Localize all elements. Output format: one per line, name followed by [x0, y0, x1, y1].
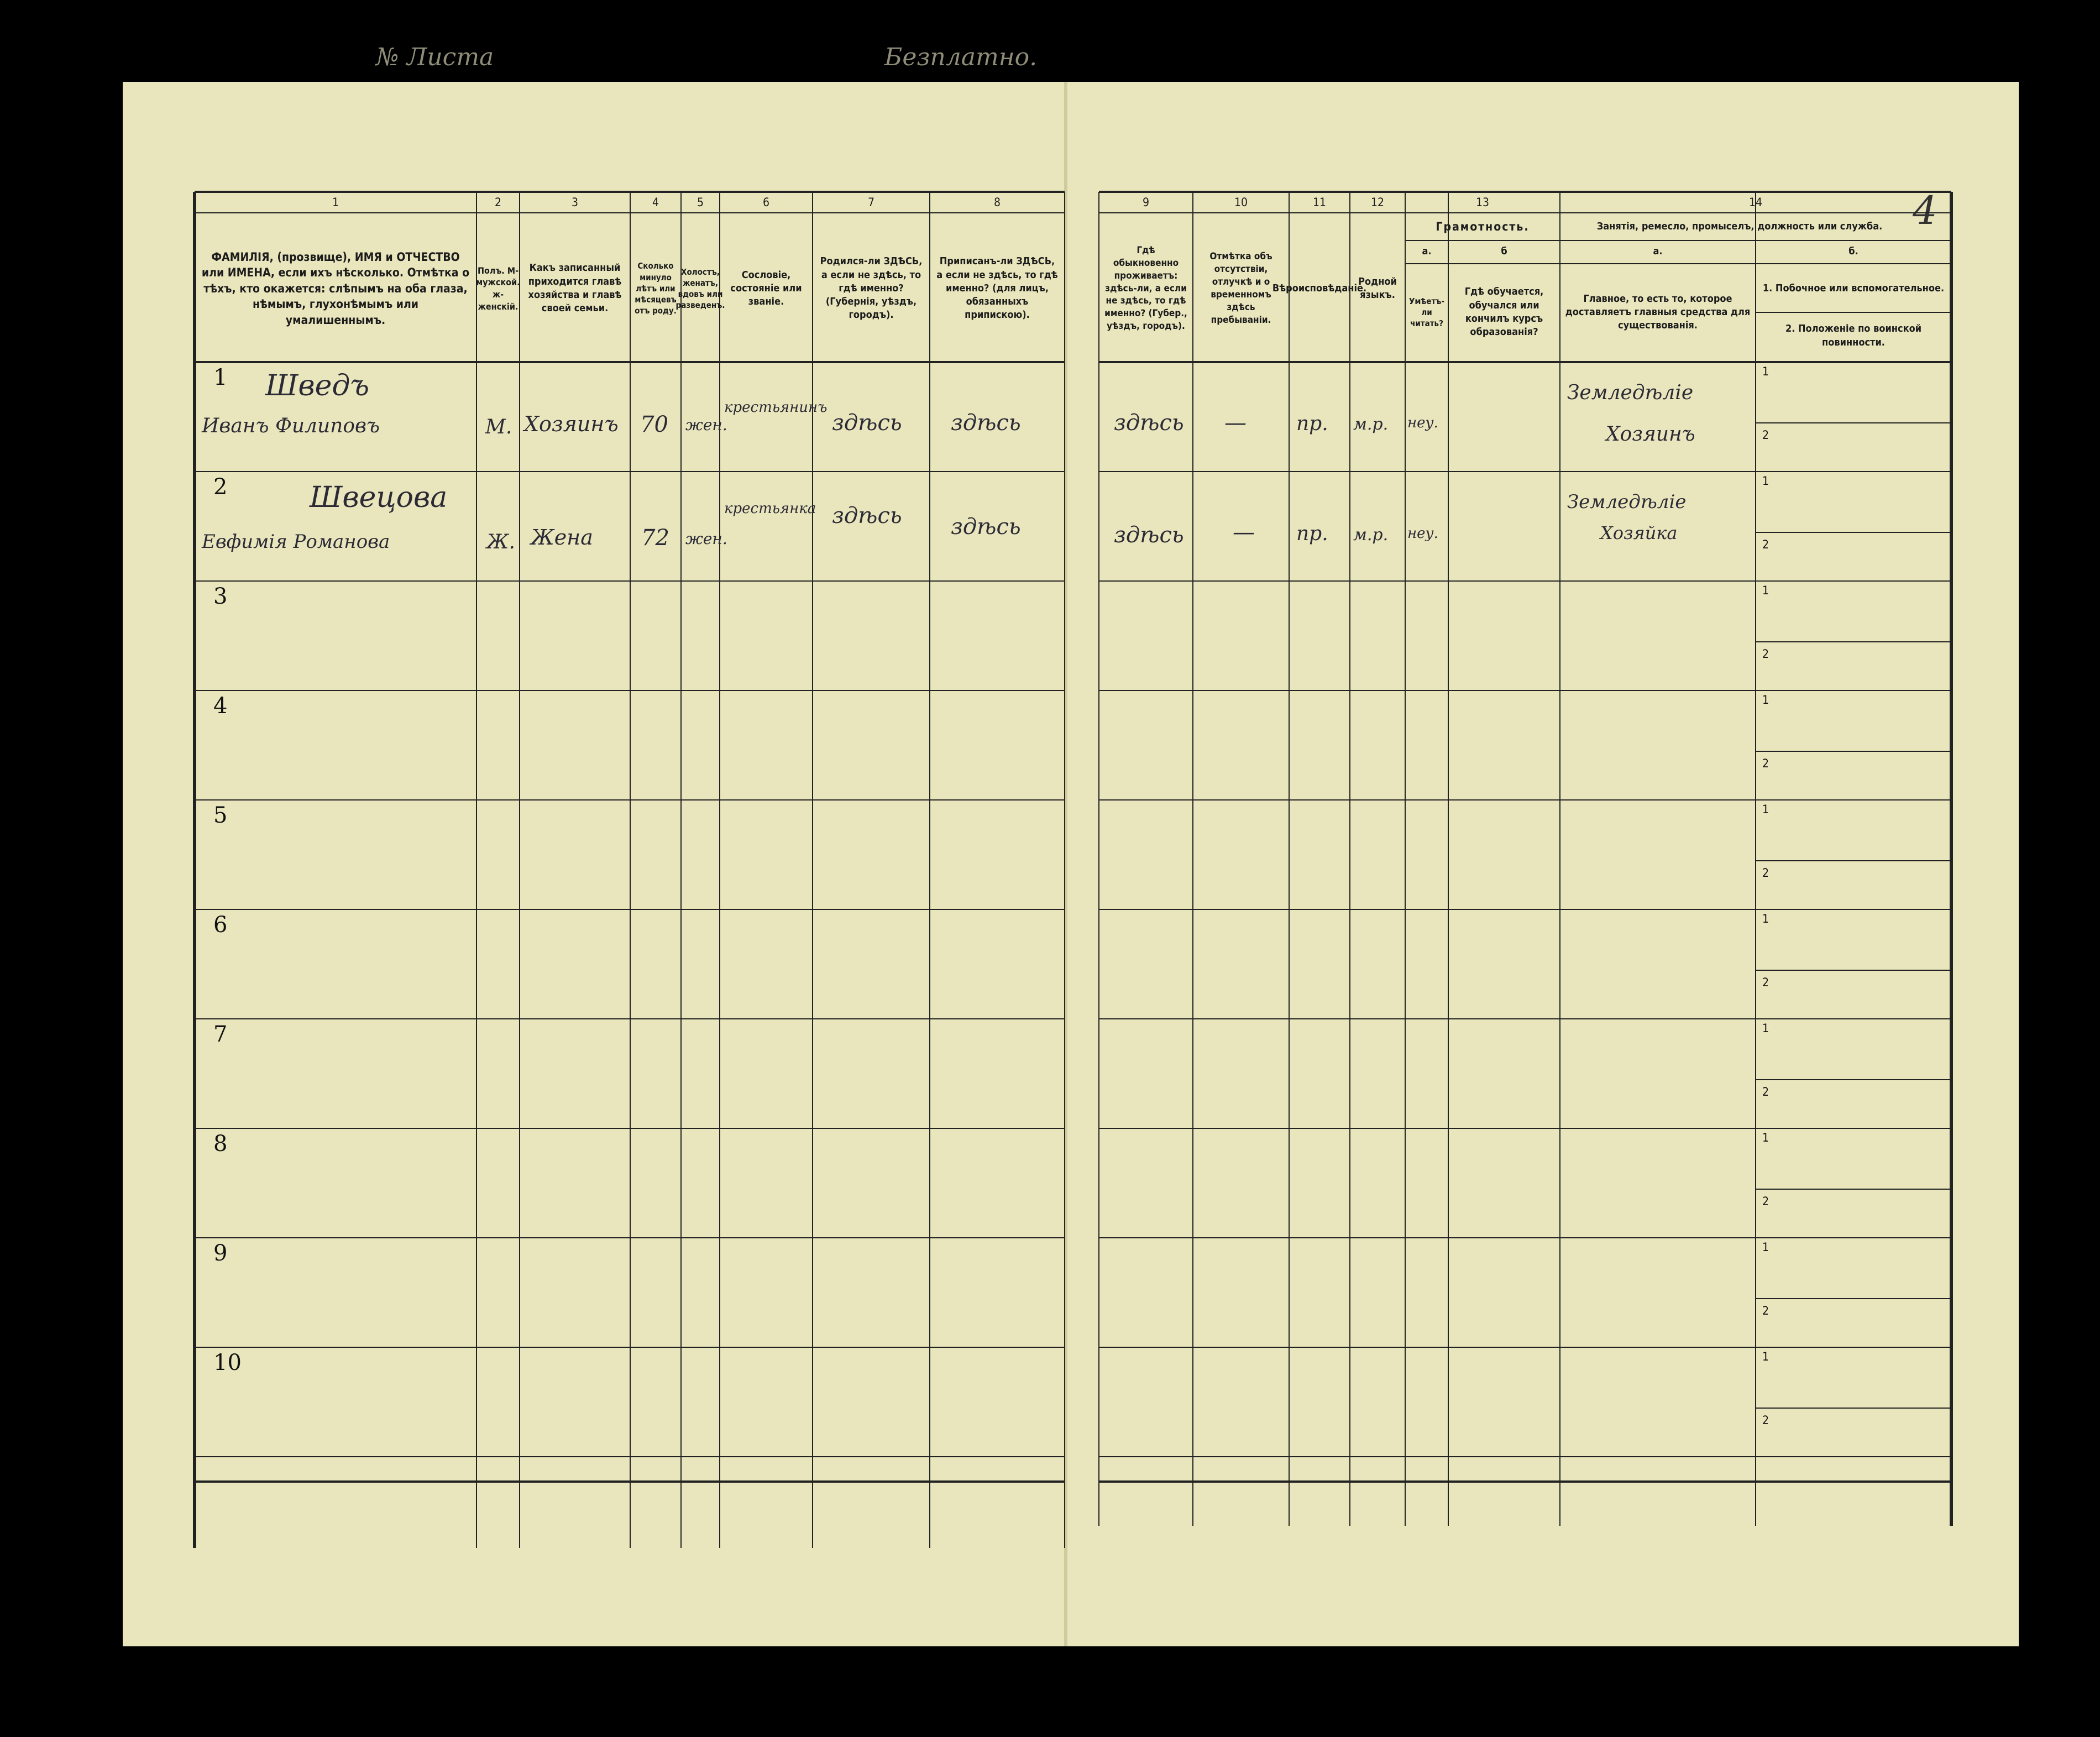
col-14b-letter: б.: [1848, 245, 1858, 257]
row-number-8: 8: [213, 1131, 228, 1157]
entry-1-given: Иванъ Филиповъ: [202, 415, 380, 437]
row-number-4: 4: [213, 693, 228, 719]
entry-2-given: Евфимія Романова: [202, 531, 390, 553]
col-num-13: 13: [1475, 195, 1490, 209]
col-header-13a: Умѣетъ-ли читать?: [1408, 296, 1445, 329]
row-1-sub-1: 1: [1762, 365, 1769, 378]
col-header-14b-1: 1. Побочное или вспомогательное.: [1762, 282, 1945, 295]
entry-1-age: 70: [640, 412, 668, 437]
col-num-8: 8: [993, 195, 1001, 209]
col-header-4: Сколько минуло лѣтъ или мѣсяцевъ отъ роду.: [635, 261, 677, 316]
col-header-5: Холостъ, женатъ, вдовъ или разведенъ.: [675, 266, 725, 311]
entry-1-resides: здѣсь: [1114, 410, 1184, 436]
col-header-8: Приписанъ-ли ЗДѢСЬ, а если не здѣсь, то гдѣ именно? (для лицъ, обязанныхъ припискою).: [936, 255, 1058, 321]
row-8-sub-1: 1: [1762, 1131, 1769, 1144]
col-header-11: Вѣроисповѣданіе.: [1272, 282, 1367, 294]
entry-2-occupation-2: Хозяйка: [1600, 522, 1678, 543]
col-14a-letter: а.: [1653, 245, 1663, 257]
page-mark: 4: [1913, 188, 1937, 233]
entry-1-literacy: неу.: [1407, 415, 1438, 431]
entry-1-sex: М.: [485, 416, 512, 438]
row-10-sub-2: 2: [1762, 1414, 1769, 1427]
entry-1-registered: здѣсь: [951, 410, 1021, 436]
row-9-sub-2: 2: [1762, 1304, 1769, 1317]
row-7-sub-2: 2: [1762, 1085, 1769, 1098]
entry-2-literacy: неу.: [1407, 525, 1438, 542]
entry-2-surname: Швецова: [310, 481, 448, 514]
col-header-14a: Главное, то есть то, которое доставляетъ главныя средства для существованія.: [1565, 292, 1751, 332]
row-number-6: 6: [213, 912, 228, 938]
row-number-2: 2: [213, 474, 228, 500]
entry-1-relation: Хозяинъ: [524, 412, 619, 436]
col-13a-letter: а.: [1422, 245, 1432, 257]
row-6-sub-2: 2: [1762, 976, 1769, 989]
row-9-sub-1: 1: [1762, 1241, 1769, 1254]
col-header-1: ФАМИЛІЯ, (прозвище), ИМЯ и ОТЧЕСТВО или ИМЕНА, если ихъ нѣсколько. Отмѣтка о тѣхъ, кто окажется: слѣпымъ на оба глаза, нѣмымъ, глухонѣмымъ или умалишеннымъ.: [201, 250, 470, 327]
col-header-14b-2: 2. Положеніе по воинской повинности.: [1785, 323, 1922, 348]
row-2-sub-1: 1: [1762, 474, 1769, 488]
col-header-3: Какъ записанный приходится главѣ хозяйства и главѣ своей семьи.: [528, 262, 622, 315]
entry-1-born: здѣсь: [832, 410, 902, 436]
row-6-sub-1: 1: [1762, 912, 1769, 925]
sheet-number-label: № Листа: [376, 43, 494, 71]
col-header-9: Гдѣ обыкновенно проживаетъ: здѣсь-ли, а если не здѣсь, то гдѣ именно? (Губер., уѣздъ, городъ).: [1104, 244, 1187, 332]
entry-2-resides: здѣсь: [1114, 522, 1184, 548]
col-header-6: Сословіе, состояніе или званіе.: [730, 269, 802, 308]
col-num-7: 7: [867, 195, 875, 209]
entry-2-sex: Ж.: [486, 531, 515, 553]
row-number-10: 10: [213, 1350, 242, 1375]
col-header-14: Занятія, ремесло, промыселъ, должность или служба.: [1596, 220, 1883, 232]
entry-2-language: м.р.: [1353, 525, 1389, 545]
row-3-sub-1: 1: [1762, 584, 1769, 597]
row-number-7: 7: [213, 1022, 228, 1047]
entry-1-occupation: Земледѣліе: [1567, 381, 1694, 404]
col-header-13b: Гдѣ обучается, обучался или кончилъ курсъ образованія?: [1464, 286, 1544, 338]
row-4-sub-2: 2: [1762, 757, 1769, 770]
row-3-sub-2: 2: [1762, 647, 1769, 661]
row-number-3: 3: [213, 584, 228, 609]
col-num-12: 12: [1370, 195, 1385, 209]
col-num-14: 14: [1748, 195, 1763, 209]
row-7-sub-1: 1: [1762, 1022, 1769, 1035]
row-number-1: 1: [213, 365, 228, 390]
col-num-3: 3: [571, 195, 579, 209]
col-num-4: 4: [652, 195, 659, 209]
entry-1-religion: пр.: [1296, 412, 1328, 435]
col-num-2: 2: [494, 195, 502, 209]
col-num-6: 6: [762, 195, 770, 209]
entry-2-religion: пр.: [1296, 522, 1328, 545]
entry-2-marital: жен.: [685, 530, 727, 548]
row-8-sub-2: 2: [1762, 1195, 1769, 1208]
row-5-sub-2: 2: [1762, 866, 1769, 880]
col-header-12: Родной языкъ.: [1358, 275, 1397, 301]
entry-2-age: 72: [641, 525, 669, 551]
entry-1-language: м.р.: [1353, 415, 1389, 434]
row-number-5: 5: [213, 803, 228, 828]
entry-2-born: здѣсь: [832, 503, 902, 529]
entry-1-occupation-2: Хозяинъ: [1606, 423, 1695, 446]
col-header-7: Родился-ли ЗДѢСЬ, а если не здѣсь, то гдѣ именно? (Губернія, уѣздъ, городъ).: [820, 255, 923, 321]
entry-1-absence: —: [1224, 410, 1247, 436]
entry-1-surname: Шведъ: [265, 369, 369, 402]
col-num-9: 9: [1142, 195, 1150, 209]
row-4-sub-1: 1: [1762, 693, 1769, 707]
row-number-9: 9: [213, 1241, 228, 1266]
entry-2-occupation: Земледѣліе: [1567, 491, 1687, 513]
col-num-10: 10: [1234, 195, 1248, 209]
entry-2-registered: здѣсь: [951, 514, 1021, 540]
row-10-sub-1: 1: [1762, 1350, 1769, 1363]
col-13b-letter: б: [1501, 245, 1507, 257]
entry-2-relation: Жена: [531, 525, 593, 550]
entry-2-estate: крестьянка: [724, 500, 816, 517]
entry-2-absence: —: [1233, 520, 1255, 545]
row-2-sub-2: 2: [1762, 538, 1769, 551]
col-header-10: Отмѣтка объ отсутствіи, отлучкѣ и о временномъ здѣсь пребываніи.: [1209, 251, 1272, 326]
col-num-1: 1: [332, 195, 339, 209]
row-1-sub-2: 2: [1762, 428, 1769, 442]
entry-1-marital: жен.: [685, 416, 727, 434]
col-header-13: Грамотность.: [1436, 219, 1530, 233]
free-of-charge-label: Безплатно.: [884, 43, 1038, 71]
col-num-11: 11: [1312, 195, 1327, 209]
col-header-2: Полъ. М-мужской. ж-женскій.: [476, 265, 520, 312]
col-num-5: 5: [696, 195, 704, 209]
entry-1-estate: крестьянинъ: [724, 399, 828, 416]
row-5-sub-1: 1: [1762, 803, 1769, 816]
